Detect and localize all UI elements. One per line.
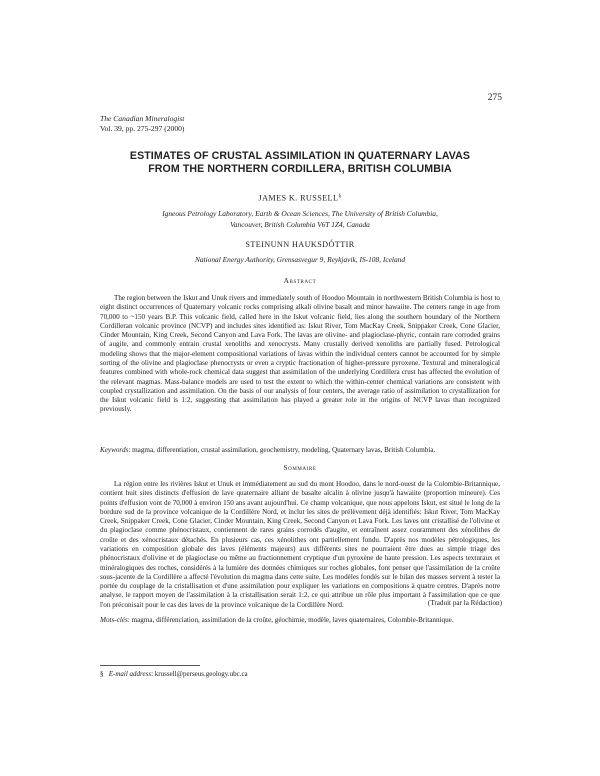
title-line-1: ESTIMATES OF CRUSTAL ASSIMILATION IN QUATERNARY LAVAS xyxy=(129,150,471,162)
article-title xyxy=(90,150,510,176)
footnote: § E-mail address: krussell@perseus.geology.ubc.ca xyxy=(100,670,248,678)
keywords-text: magma, differentiation, crustal assimilation, geochemistry, modeling, Quaternary lavas, British Columbia. xyxy=(132,446,436,454)
author-2 xyxy=(90,240,510,249)
affiliation-line: Igneous Petrology Laboratory, Earth & Ocean Sciences, The University of British Columbia, xyxy=(162,209,438,218)
journal-citation: Vol. 39, pp. 275-297 (2000) xyxy=(100,124,185,133)
keywords-label: Keywords xyxy=(100,446,129,454)
affiliation-line: Vancouver, British Columbia V6T 1Z4, Canada xyxy=(230,220,370,229)
footnote-label: E-mail address xyxy=(108,670,152,678)
affiliation-line: National Energy Authority, Grensasvegur 9, Reykjavik, IS-108, Iceland xyxy=(194,255,406,264)
keywords: Keywords: magma, differentiation, crustal assimilation, geochemistry, modeling, Quaternary lavas, British Columbia. xyxy=(100,446,436,454)
author-1 xyxy=(90,193,510,203)
mots-cles-text: magma, différenciation, assimilation de la croûte, géochimie, modèle, laves quaternaires, Colombie-Britannique. xyxy=(131,616,454,624)
footnote-divider xyxy=(100,665,200,666)
abstract-text: The region between the Iskut and Unuk rivers and immediately south of Hoodoo Mountain in northwestern British Columbia is host to eight distinct occurrences of Quaternary volcanic rocks comprising alkali olivine basalt and minor hawaiite. The centers range in age from 70,000 to ~150 years B.P. This volcanic field, called here in the Iskut volcanic field, lies along the southern boundary of the Northern Cordilleran volcanic province (NCVP) and includes sites identified as: Iskut River, Tom MacKay Creek, Snippaker Creek, Cone Glacier, Cinder Mountain, King Creek, Second Canyon and Lava Fork. The lavas are olivine- and plagioclase-phyric, contain rare corroded grains of augite, and commonly entrain crustal xenoliths and xenocrysts. Many crustally derived xenoliths are partially fused. Petrological modeling shows that the major-element compositional variations of lavas within the individual centers cannot be accounted for by simple sorting of the olivine and plagioclase phenocrysts or even a cryptic fractionation of higher-pressure pyroxene. Textural and mineralogical features combined with whole-rock chemical data suggest that assimilation of the underlying Cordillera crust has affected the evolution of the relevant magmas. Mass-balance models are used to test the extent to which the within-center chemical variations are consistent with coupled crystallization and assimilation. On the basis of our analysis of four centers, the average ratio of assimilation to crystallization for the Iskut volcanic field is 1:2, suggesting that assimilation has played a greater role in the origins of NCVP lavas than recognized previously. xyxy=(100,294,500,414)
abstract-heading: Abstract xyxy=(283,277,317,285)
title-line-2: FROM THE NORTHERN CORDILLERA, BRITISH COLUMBIA xyxy=(148,163,452,175)
sommaire-text: La région entre les rivières Iskut et Unuk et immédiatement au sud du mont Hoodoo, dans le nord-ouest de la Colombie-Britannique, contient huit sites distincts d'effusion de lave quaternaire alliant de basalte alcalin à olivine jusqu'à hawaiite (proportion mineure). Ces points d'effusion vont de 70,000 à environ 150 ans avant aujourd'hui. Ce champ volcanique, que nous appelons Iskut, est situé le long de la bordure sud de la province volcanique de la Cordillère Nord, et inclut les sites de prélèvement déjà identifiés: Iskut River, Tom MacKay Creek, Snippaker Creek, Cone Glacier, Cinder Mountain, King Creek, Second Canyon et Lava Fork. Les laves ont cristallisé de l'olivine et du plagioclase comme phénocristaux, contiennent de rares grains corrodés d'augite, et entraînent assez couramment des xénolithes de croûte et des xénocristaux détachés. En plusieurs cas, ces xénolithes ont partiellement fondu. D'après nos modèles pétrologiques, les variations en composition globale des laves (éléments majeurs) aux différents sites ne pourraient être dues au simple triage des phénocristaux d'olivine et de plagioclase ou même au fractionnement cryptique d'un pyroxène de haute pression. Les aspects texturaux et minéralogiques des roches, considérés à la lumière des données chimiques sur roches globales, font penser que l'assimilation de la croûte sous-jacente de la Cordillère a affecté l'évolution du magma dans cette suite. Les modèles fondés sur le bilan des masses servent à tester la portée du couplage de la cristallisation et d'une assimilation pour expliquer les variations en compositions à quatre centres. D'après notre analyse, le rapport moyen de l'assimilation à la cristallisation serait 1:2, ce qui attribue un rôle plus important à l'assimilation que ce que l'on préconisait pour le cas des laves de la province volcanique de la Cordillère Nord. xyxy=(100,480,500,609)
author-1-affiliation xyxy=(110,208,490,230)
translation-note: (Traduit par la Rédaction) xyxy=(427,599,502,607)
author-1-name: JAMES K. RUSSELL xyxy=(258,193,339,203)
sommaire-heading: Sommaire xyxy=(283,464,317,472)
page-number: 275 xyxy=(487,93,502,103)
journal-name: The Canadian Mineralogist xyxy=(100,114,185,123)
mots-cles: Mots-clés: magma, différenciation, assimilation de la croûte, géochimie, modèle, laves quaternaires, Colombie-Britannique. xyxy=(100,616,454,624)
email-link[interactable]: krussell@perseus.geology.ubc.ca xyxy=(154,670,248,678)
mots-cles-label: Mots-clés xyxy=(100,616,128,624)
author-2-affiliation xyxy=(110,254,490,265)
author-1-mark: § xyxy=(338,193,342,199)
author-2-name: STEINUNN HAUKSDÓTTIR xyxy=(245,240,355,249)
footnote-mark: § xyxy=(100,670,104,678)
journal-header xyxy=(100,114,184,134)
